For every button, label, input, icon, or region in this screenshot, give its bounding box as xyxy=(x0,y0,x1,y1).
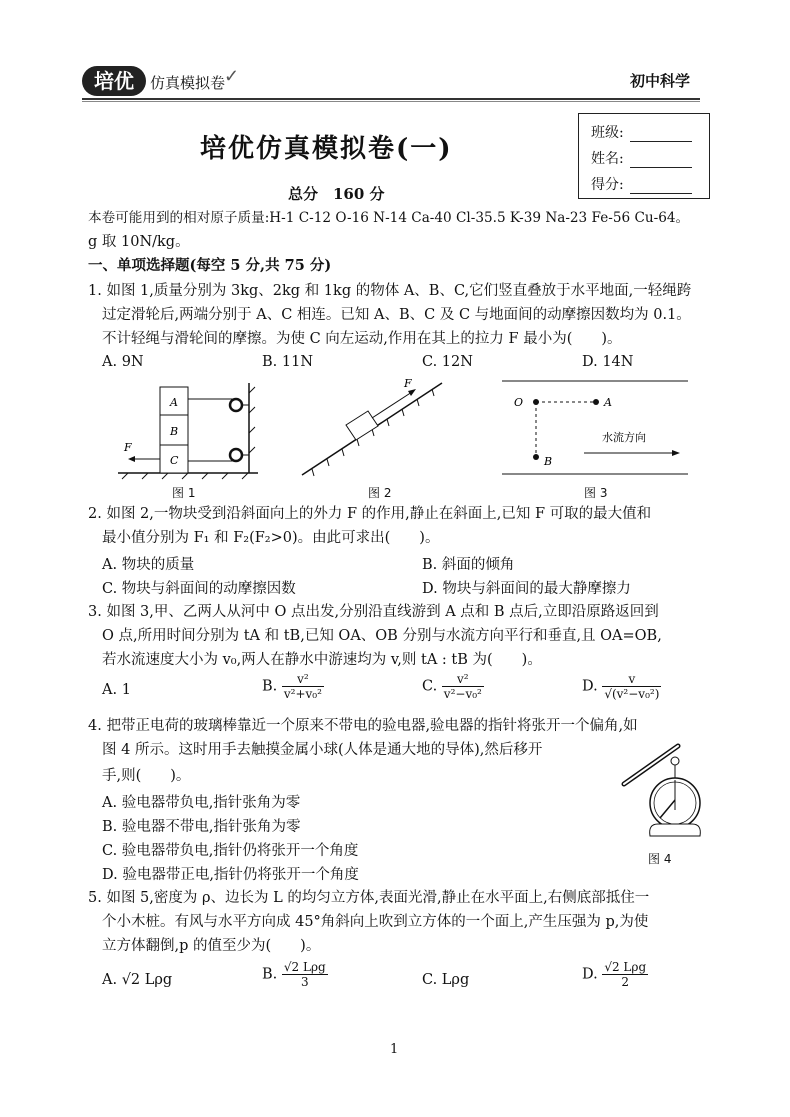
series-logo: 培优 xyxy=(82,66,146,96)
fig1-label-f: F xyxy=(124,441,132,454)
q5-option-b[interactable] xyxy=(262,960,328,989)
q5-option-d[interactable] xyxy=(582,960,648,989)
q1-option-c[interactable]: C. 12N xyxy=(422,354,473,370)
figure-3 xyxy=(498,375,698,485)
total-score: 总分 160 分 xyxy=(288,185,385,203)
q5-option-b-fraction xyxy=(282,960,328,989)
q5-option-d-denominator: 2 xyxy=(621,975,630,989)
fig3-caption: 图 3 xyxy=(584,486,608,500)
q2-option-c[interactable]: C. 物块与斜面间的动摩擦因数 xyxy=(102,581,296,597)
fig1-caption: 图 1 xyxy=(172,486,196,500)
q2-option-b[interactable]: B. 斜面的倾角 xyxy=(422,557,515,573)
intro-line1: 本卷可能用到的相对原子质量:H-1 C-12 O-16 N-14 Ca-40 Cl-35.5 K-39 Na-23 Fe-56 Cu-64。 xyxy=(88,210,690,226)
figure-4 xyxy=(620,740,710,850)
fig1-pulley-bottom xyxy=(230,449,242,461)
q3-line2: O 点,所用时间分别为 tA 和 tB,已知 OA、OB 分别与水流方向平行和垂直,且 OA=OB, xyxy=(102,628,662,644)
q3-option-c-fraction xyxy=(442,672,484,701)
q3-option-c-denominator: v²−v₀² xyxy=(443,687,482,701)
q1-line2: 过定滑轮后,两端分别于 A、C 相连。已知 A、B、C 及 C 与地面间的动摩擦因数均为 0.1。 xyxy=(102,307,691,323)
fig3-label-o: O xyxy=(514,396,524,409)
student-info-box xyxy=(578,113,710,199)
fig1-label-b: B xyxy=(170,425,179,438)
q4-line3: 手,则( )。 xyxy=(102,768,191,784)
fig1-ground-hatch xyxy=(122,473,248,479)
q3-option-c[interactable] xyxy=(422,672,484,701)
score-row xyxy=(591,174,692,194)
fig1-label-c: C xyxy=(170,454,179,467)
fig1-pulley-top xyxy=(230,399,242,411)
q2-line2: 最小值分别为 F₁ 和 F₂(F₂>0)。由此可求出( )。 xyxy=(102,530,440,546)
q4-option-a[interactable]: A. 验电器带负电,指针张角为零 xyxy=(102,795,301,811)
q3-option-b-denominator: v²+v₀² xyxy=(283,687,322,701)
class-label: 班级: xyxy=(591,125,624,141)
q3-option-d-numerator: v xyxy=(602,672,661,687)
q1-option-d[interactable]: D. 14N xyxy=(582,354,634,370)
q5-option-d-label: D. xyxy=(582,966,598,983)
q5-option-b-denominator: 3 xyxy=(300,975,309,989)
q3-option-b-label: B. xyxy=(262,678,278,695)
q4-line1: 4. 把带正电荷的玻璃棒靠近一个原来不带电的验电器,验电器的指针将张开一个偏角,如 xyxy=(88,718,638,734)
q3-option-b[interactable] xyxy=(262,672,324,701)
fig2-label-f: F xyxy=(404,377,412,390)
q5-option-d-numerator: √2 Lρg xyxy=(604,960,647,974)
class-blank[interactable] xyxy=(630,127,692,142)
subject-label: 初中科学 xyxy=(630,72,691,90)
q5-option-d-fraction xyxy=(602,960,648,989)
q3-line3: 若水流速度大小为 v₀,两人在静水中游速均为 v,则 tA : tB 为( )。 xyxy=(102,652,542,668)
intro-line2: g 取 10N/kg。 xyxy=(88,234,190,250)
name-label: 姓名: xyxy=(591,151,624,167)
fig4-base xyxy=(650,824,701,836)
q4-option-c[interactable]: C. 验电器带负电,指针仍将张开一个角度 xyxy=(102,843,359,859)
q5-line1: 5. 如图 5,密度为 ρ、边长为 L 的均匀立方体,表面光滑,静止在水平面上,右侧底部抵住一 xyxy=(88,890,650,906)
series-name: 仿真模拟卷 xyxy=(150,74,226,92)
fig4-caption: 图 4 xyxy=(648,852,672,866)
q3-option-d[interactable] xyxy=(582,672,661,701)
class-row xyxy=(591,122,692,142)
fig4-metal-ball xyxy=(671,757,679,765)
header-rule-thin xyxy=(82,101,700,102)
q3-option-b-fraction xyxy=(282,672,324,701)
page-title: 培优仿真模拟卷(一) xyxy=(200,134,453,164)
q3-option-c-label: C. xyxy=(422,678,438,695)
score-blank[interactable] xyxy=(630,179,692,194)
q3-line1: 3. 如图 3,甲、乙两人从河中 O 点出发,分别沿直线游到 A 点和 B 点后,立即沿原路返回到 xyxy=(88,604,659,620)
section-heading: 一、单项选择题(每空 5 分,共 75 分) xyxy=(88,257,332,274)
header-rule xyxy=(82,98,700,100)
q1-option-b[interactable]: B. 11N xyxy=(262,354,314,370)
figure-1 xyxy=(108,375,268,485)
q5-line3: 立方体翻倒,p 的值至少为( )。 xyxy=(102,938,321,954)
q5-line2: 个小木桩。有风与水平方向成 45°角斜向上吹到立方体的一个面上,产生压强为 p,为使 xyxy=(102,914,649,930)
fig2-force-arrow xyxy=(372,392,412,418)
q4-option-b[interactable]: B. 验电器不带电,指针张角为零 xyxy=(102,819,301,835)
q3-option-a[interactable]: A. 1 xyxy=(102,682,131,698)
figure-2 xyxy=(292,375,452,485)
fig3-label-b: B xyxy=(544,455,553,468)
fig2-incline-hatch xyxy=(312,389,434,476)
fig2-block xyxy=(346,411,378,440)
q1-option-a[interactable]: A. 9N xyxy=(102,354,144,370)
q4-option-d[interactable]: D. 验电器带正电,指针仍将张开一个角度 xyxy=(102,867,359,883)
fig2-caption: 图 2 xyxy=(368,486,392,500)
q3-option-d-denominator: √(v²−v₀²) xyxy=(604,687,660,701)
q1-line3: 不计轻绳与滑轮间的摩擦。为使 C 向左运动,作用在其上的拉力 F 最小为( )。 xyxy=(102,331,622,347)
q5-option-b-label: B. xyxy=(262,966,278,983)
name-row xyxy=(591,148,692,168)
q3-option-b-numerator: v² xyxy=(282,672,324,687)
q3-option-d-label: D. xyxy=(582,678,598,695)
fig1-label-a: A xyxy=(170,396,178,409)
q3-option-d-fraction xyxy=(602,672,661,701)
q4-line2: 图 4 所示。这时用手去触摸金属小球(人体是通大地的导体),然后移开 xyxy=(102,742,543,758)
q5-option-b-numerator: √2 Lρg xyxy=(283,960,326,974)
q2-option-a[interactable]: A. 物块的质量 xyxy=(102,557,195,573)
name-blank[interactable] xyxy=(630,153,692,168)
fig3-label-a: A xyxy=(604,396,612,409)
q3-option-c-numerator: v² xyxy=(442,672,484,687)
check-icon: ✓ xyxy=(224,66,240,87)
q2-line1: 2. 如图 2,一物块受到沿斜面向上的外力 F 的作用,静止在斜面上,已知 F 可取的最大值和 xyxy=(88,506,652,522)
score-label: 得分: xyxy=(591,177,624,193)
q5-option-c[interactable]: C. Lρg xyxy=(422,972,470,988)
fig1-wall-hatch xyxy=(249,387,255,453)
q2-option-d[interactable]: D. 物块与斜面间的最大静摩擦力 xyxy=(422,581,631,597)
fig3-flow-label: 水流方向 xyxy=(602,431,646,444)
page-number: 1 xyxy=(390,1042,399,1057)
q1-line1: 1. 如图 1,质量分别为 3kg、2kg 和 1kg 的物体 A、B、C,它们竖直叠放于水平地面,一轻绳跨 xyxy=(88,283,692,299)
q5-option-a[interactable]: A. √2 Lρg xyxy=(102,972,173,988)
